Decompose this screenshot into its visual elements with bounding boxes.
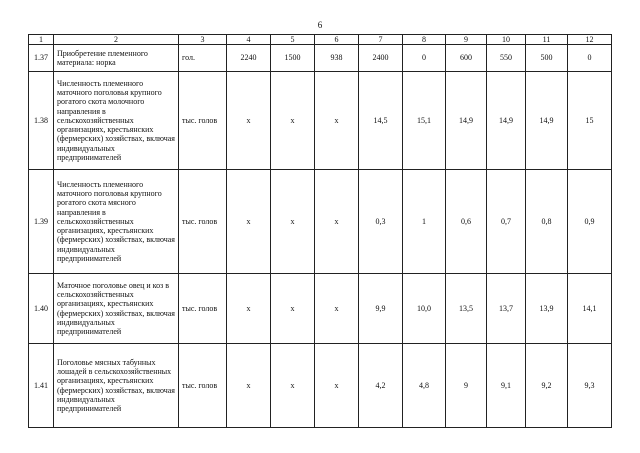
value-cell: 4,2 xyxy=(359,344,403,428)
value-cell: х xyxy=(271,344,315,428)
value-cell: 0,3 xyxy=(359,170,403,274)
value-cell: 15 xyxy=(568,72,612,170)
indicator-name: Поголовье мясных табунных лошадей в сельскохозяйственных организациях, крестьянских (фермерских) хозяйствах, включая индивидуальных предпринимателей xyxy=(54,344,179,428)
value-cell: 9 xyxy=(446,344,487,428)
value-cell: х xyxy=(271,170,315,274)
unit-cell: тыс. голов xyxy=(179,274,227,344)
column-number: 10 xyxy=(487,35,526,45)
indicator-name: Численность племенного маточного поголовья крупного рогатого скота молочного направления в сельскохозяйственных организациях, крестьянских (фермерских) хозяйствах, включая индивидуальных предпринимателей xyxy=(54,72,179,170)
value-cell: х xyxy=(271,274,315,344)
value-cell: 14,1 xyxy=(568,274,612,344)
value-cell: х xyxy=(227,344,271,428)
table-row xyxy=(29,72,612,170)
value-cell: 14,9 xyxy=(526,72,568,170)
value-cell: 500 xyxy=(526,45,568,72)
value-cell: 0,6 xyxy=(446,170,487,274)
unit-cell: гол. xyxy=(179,45,227,72)
table-row xyxy=(29,344,612,428)
value-cell: 13,9 xyxy=(526,274,568,344)
value-cell: х xyxy=(315,170,359,274)
value-cell: 938 xyxy=(315,45,359,72)
value-cell: 14,9 xyxy=(487,72,526,170)
column-number: 12 xyxy=(568,35,612,45)
value-cell: 0,8 xyxy=(526,170,568,274)
unit-cell: тыс. голов xyxy=(179,72,227,170)
value-cell: х xyxy=(315,72,359,170)
value-cell: 9,9 xyxy=(359,274,403,344)
indicator-name: Приобретение племенного материала: норка xyxy=(54,45,179,72)
row-number: 1.37 xyxy=(29,45,54,72)
value-cell: 15,1 xyxy=(403,72,446,170)
value-cell: 600 xyxy=(446,45,487,72)
column-number: 3 xyxy=(179,35,227,45)
value-cell: 0 xyxy=(568,45,612,72)
value-cell: 10,0 xyxy=(403,274,446,344)
value-cell: х xyxy=(227,170,271,274)
column-number: 6 xyxy=(315,35,359,45)
value-cell: 0,9 xyxy=(568,170,612,274)
row-number: 1.41 xyxy=(29,344,54,428)
value-cell: 0,7 xyxy=(487,170,526,274)
indicator-name: Численность племенного маточного поголовья крупного рогатого скота мясного направления в сельскохозяйственных организациях, крестьянских (фермерских) хозяйствах, включая индивидуальных предпринимателей xyxy=(54,170,179,274)
column-number: 4 xyxy=(227,35,271,45)
column-number: 5 xyxy=(271,35,315,45)
value-cell: 9,3 xyxy=(568,344,612,428)
value-cell: 550 xyxy=(487,45,526,72)
column-number: 2 xyxy=(54,35,179,45)
value-cell: 14,9 xyxy=(446,72,487,170)
row-number: 1.39 xyxy=(29,170,54,274)
value-cell: х xyxy=(227,274,271,344)
table-row xyxy=(29,274,612,344)
column-number: 1 xyxy=(29,35,54,45)
value-cell: 0 xyxy=(403,45,446,72)
row-number: 1.40 xyxy=(29,274,54,344)
value-cell: 14,5 xyxy=(359,72,403,170)
value-cell: 1500 xyxy=(271,45,315,72)
column-number: 9 xyxy=(446,35,487,45)
column-number: 8 xyxy=(403,35,446,45)
value-cell: х xyxy=(315,274,359,344)
value-cell: 13,7 xyxy=(487,274,526,344)
value-cell: 2240 xyxy=(227,45,271,72)
value-cell: х xyxy=(271,72,315,170)
value-cell: х xyxy=(315,344,359,428)
value-cell: 2400 xyxy=(359,45,403,72)
unit-cell: тыс. голов xyxy=(179,344,227,428)
table-row xyxy=(29,170,612,274)
unit-cell: тыс. голов xyxy=(179,170,227,274)
row-number: 1.38 xyxy=(29,72,54,170)
column-number: 7 xyxy=(359,35,403,45)
page-number: 6 xyxy=(317,20,323,30)
value-cell: 9,1 xyxy=(487,344,526,428)
value-cell: 9,2 xyxy=(526,344,568,428)
column-number: 11 xyxy=(526,35,568,45)
table-row xyxy=(29,45,612,72)
value-cell: 4,8 xyxy=(403,344,446,428)
value-cell: 1 xyxy=(403,170,446,274)
value-cell: 13,5 xyxy=(446,274,487,344)
indicator-name: Маточное поголовье овец и коз в сельскохозяйственных организациях, крестьянских (фермерских) хозяйствах, включая индивидуальных предпринимателей xyxy=(54,274,179,344)
value-cell: х xyxy=(227,72,271,170)
indicators-table xyxy=(28,34,612,428)
header-row xyxy=(29,35,612,45)
